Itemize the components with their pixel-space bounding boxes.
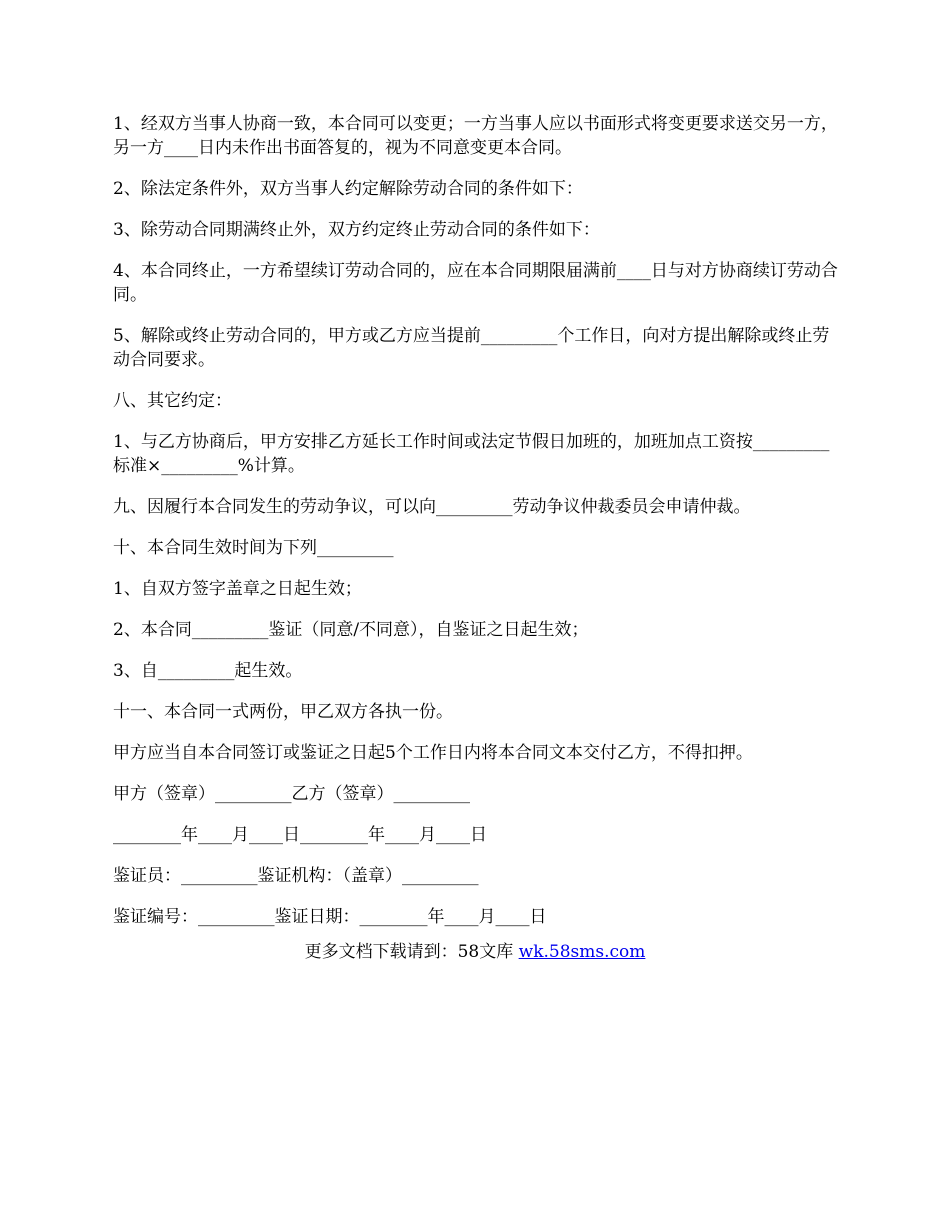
section-other-agreements: 八、其它约定： [113, 391, 232, 411]
effective-option-2: 2、本合同_________鉴证（同意/不同意），自鉴证之日起生效； [113, 620, 589, 640]
clause-change: 1、经双方当事人协商一致，本合同可以变更；一方当事人应以书面形式将变更要求送交另一方，另一方____日内未作出书面答复的，视为不同意变更本合同。 [113, 114, 838, 158]
document-body [113, 112, 843, 946]
clause-renewal: 4、本合同终止，一方希望续订劳动合同的，应在本合同期限届满前____日与对方协商续订劳动合同。 [113, 261, 838, 305]
clause-notice: 5、解除或终止劳动合同的，甲方或乙方应当提前_________个工作日，向对方提出解除或终止劳动合同要求。 [113, 326, 830, 370]
section-arbitration: 九、因履行本合同发生的劳动争议，可以向_________劳动争议仲裁委员会申请仲裁。 [113, 497, 751, 517]
effective-option-1: 1、自双方签字盖章之日起生效； [113, 579, 362, 599]
notary-line: 鉴证员：_________鉴证机构：（盖章）_________ [113, 866, 479, 886]
clause-delivery: 甲方应当自本合同签订或鉴证之日起5个工作日内将本合同文本交付乙方，不得扣押。 [113, 743, 753, 763]
footer-link[interactable]: wk.58sms.com [518, 942, 646, 962]
clause-overtime-pay: 1、与乙方协商后，甲方安排乙方延长工作时间或法定节假日加班的，加班加点工资按_________标准×_________%计算。 [113, 432, 830, 476]
date-line: ________年____月____日________年____月____日 [113, 825, 487, 845]
footer [0, 940, 950, 964]
notary-number-line: 鉴证编号：_________鉴证日期：________年____月____日 [113, 907, 547, 927]
section-effective-time: 十、本合同生效时间为下列_________ [113, 538, 394, 558]
footer-prefix: 更多文档下载请到：58文库 [304, 942, 519, 962]
signature-line: 甲方（签章）_________乙方（签章）_________ [113, 784, 470, 804]
clause-termination-conditions: 3、除劳动合同期满终止外，双方约定终止劳动合同的条件如下： [113, 220, 600, 240]
effective-option-3: 3、自_________起生效。 [113, 661, 303, 681]
section-copies: 十一、本合同一式两份，甲乙双方各执一份。 [113, 702, 453, 722]
clause-dissolution-conditions: 2、除法定条件外，双方当事人约定解除劳动合同的条件如下： [113, 179, 583, 199]
